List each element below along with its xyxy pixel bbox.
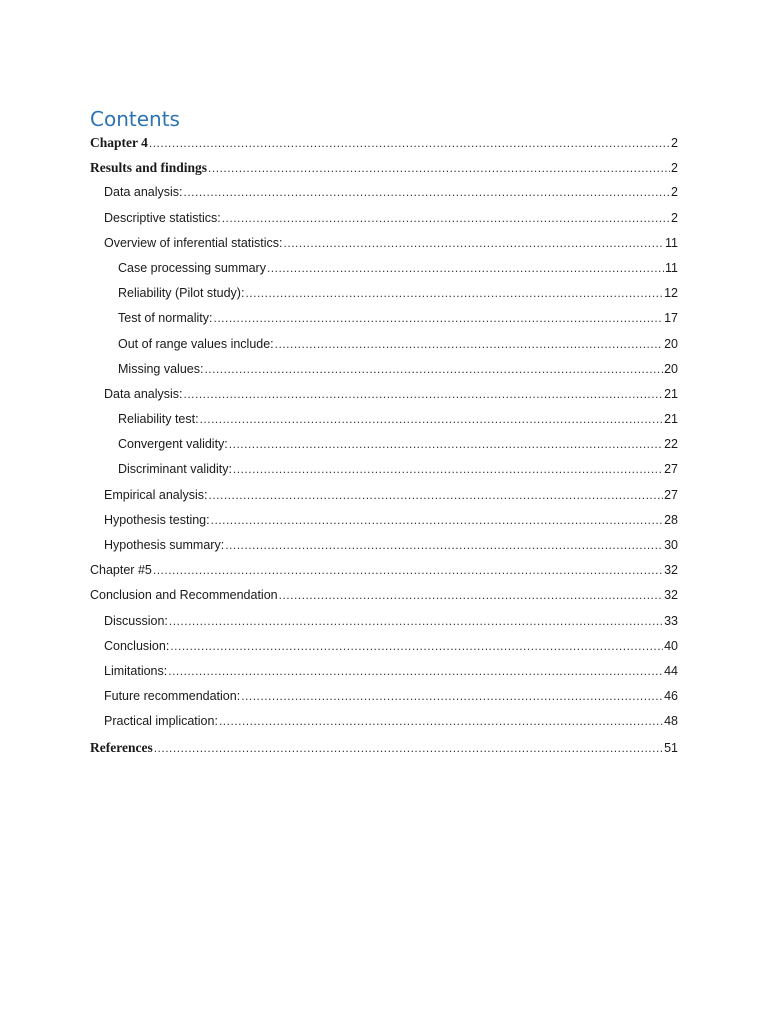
toc-page-number: 22	[664, 437, 678, 452]
toc-entry-title[interactable]: Data analysis:	[104, 185, 183, 200]
toc-entry-title[interactable]: Hypothesis summary:	[104, 538, 225, 552]
toc-page-number: 12	[664, 286, 678, 301]
toc-dot-leader	[267, 256, 664, 281]
toc-dot-leader	[208, 156, 670, 181]
toc-entry[interactable]	[0, 332, 768, 357]
toc-page-number: 30	[664, 538, 678, 552]
toc-entry[interactable]	[0, 180, 768, 205]
toc-dot-leader	[154, 736, 663, 761]
toc-dot-leader	[149, 131, 670, 156]
toc-entry[interactable]	[0, 659, 768, 684]
toc-entry[interactable]	[0, 508, 768, 533]
toc-entry-title[interactable]: References	[90, 739, 153, 755]
toc-dot-leader	[284, 231, 664, 256]
toc-entry[interactable]	[0, 130, 768, 155]
toc-dot-leader	[219, 709, 663, 734]
toc-entry[interactable]	[0, 206, 768, 231]
toc-entry-title[interactable]: Limitations:	[104, 663, 168, 678]
toc-entry-title[interactable]: Case processing summary	[118, 260, 266, 275]
toc-entry-title[interactable]: Data analysis:	[104, 386, 183, 401]
toc-dot-leader	[275, 332, 663, 357]
toc-dot-leader	[233, 457, 663, 482]
toc-page-number: 46	[664, 689, 678, 704]
toc-entry-title[interactable]: Results and findings	[90, 160, 208, 176]
toc-entry[interactable]	[0, 432, 768, 457]
toc-page-number: 11	[665, 260, 678, 275]
toc-dot-leader	[229, 432, 663, 457]
toc-dot-leader	[245, 281, 663, 306]
toc-entry[interactable]	[0, 231, 768, 256]
toc-dot-leader	[200, 407, 664, 432]
toc-entry-title[interactable]: Chapter #5	[90, 563, 152, 578]
toc-page-number: 2	[671, 161, 678, 176]
toc-page-number: 20	[664, 361, 678, 376]
toc-page-number: 33	[664, 613, 678, 628]
toc-dot-leader	[184, 180, 671, 205]
toc-entry-title[interactable]: Chapter 4	[90, 135, 148, 150]
toc-dot-leader	[241, 684, 663, 709]
toc-entry-title[interactable]: Empirical analysis:	[104, 487, 208, 502]
toc-page-number: 27	[664, 462, 678, 477]
toc-entry-title[interactable]: Overview of inferential statistics:	[104, 235, 283, 250]
toc-page-number: 40	[664, 638, 678, 653]
toc-entry-title[interactable]: Conclusion and Recommendation	[90, 588, 278, 603]
toc-dot-leader	[279, 583, 663, 608]
table-of-contents	[0, 130, 768, 760]
toc-entry[interactable]	[0, 281, 768, 306]
toc-entry-title[interactable]: Discussion:	[104, 613, 168, 628]
toc-page-number: 48	[664, 714, 678, 729]
toc-dot-leader	[225, 533, 663, 558]
toc-page-number: 2	[671, 185, 678, 200]
toc-entry[interactable]	[0, 709, 768, 734]
toc-entry[interactable]	[0, 382, 768, 407]
toc-entry[interactable]	[0, 583, 768, 608]
toc-entry[interactable]	[0, 609, 768, 634]
toc-page-number: 11	[665, 235, 678, 250]
toc-entry[interactable]	[0, 483, 768, 508]
toc-entry[interactable]	[0, 457, 768, 482]
toc-entry-title[interactable]: Reliability test:	[118, 412, 199, 427]
toc-entry-title[interactable]: Discriminant validity:	[118, 462, 232, 477]
toc-entry-title[interactable]: Practical implication:	[104, 714, 218, 729]
toc-dot-leader	[170, 634, 663, 659]
toc-entry[interactable]	[0, 357, 768, 382]
toc-entry[interactable]	[0, 634, 768, 659]
toc-page-number: 17	[664, 311, 678, 326]
toc-page-number: 28	[664, 512, 678, 527]
toc-entry-title[interactable]: Out of range values include:	[118, 336, 274, 351]
toc-entry[interactable]	[0, 155, 768, 180]
toc-heading: Contents	[90, 107, 180, 131]
toc-entry[interactable]	[0, 407, 768, 432]
toc-dot-leader	[153, 558, 663, 583]
toc-dot-leader	[222, 206, 670, 231]
toc-dot-leader	[168, 659, 663, 684]
toc-entry-title[interactable]: Descriptive statistics:	[104, 210, 221, 225]
toc-entry[interactable]	[0, 684, 768, 709]
toc-entry[interactable]	[0, 306, 768, 331]
toc-dot-leader	[184, 382, 664, 407]
toc-page-number: 21	[664, 386, 678, 401]
toc-entry-title[interactable]: Future recommendation:	[104, 689, 241, 704]
toc-entry-title[interactable]: Reliability (Pilot study):	[118, 286, 245, 301]
toc-entry-title[interactable]: Test of normality:	[118, 311, 213, 326]
toc-page-number: 44	[664, 663, 678, 678]
toc-page-number: 27	[664, 487, 678, 502]
toc-entry[interactable]	[0, 558, 768, 583]
toc-entry[interactable]	[0, 256, 768, 281]
toc-page-number: 2	[671, 210, 678, 225]
toc-page-number: 21	[664, 412, 678, 427]
toc-entry-title[interactable]: Convergent validity:	[118, 437, 228, 452]
toc-dot-leader	[213, 306, 663, 331]
toc-entry[interactable]	[0, 533, 768, 558]
toc-entry-title[interactable]: Hypothesis testing:	[104, 512, 210, 527]
toc-page-number: 51	[664, 740, 678, 755]
toc-page-number: 32	[664, 563, 678, 578]
toc-page-number: 2	[671, 136, 678, 150]
toc-page-number: 20	[664, 336, 678, 351]
toc-entry[interactable]	[0, 735, 768, 760]
toc-dot-leader	[209, 483, 664, 508]
toc-dot-leader	[169, 609, 663, 634]
toc-entry-title[interactable]: Missing values:	[118, 361, 204, 376]
toc-entry-title[interactable]: Conclusion:	[104, 638, 170, 653]
toc-dot-leader	[204, 357, 663, 382]
toc-dot-leader	[211, 508, 663, 533]
toc-page-number: 32	[664, 588, 678, 603]
